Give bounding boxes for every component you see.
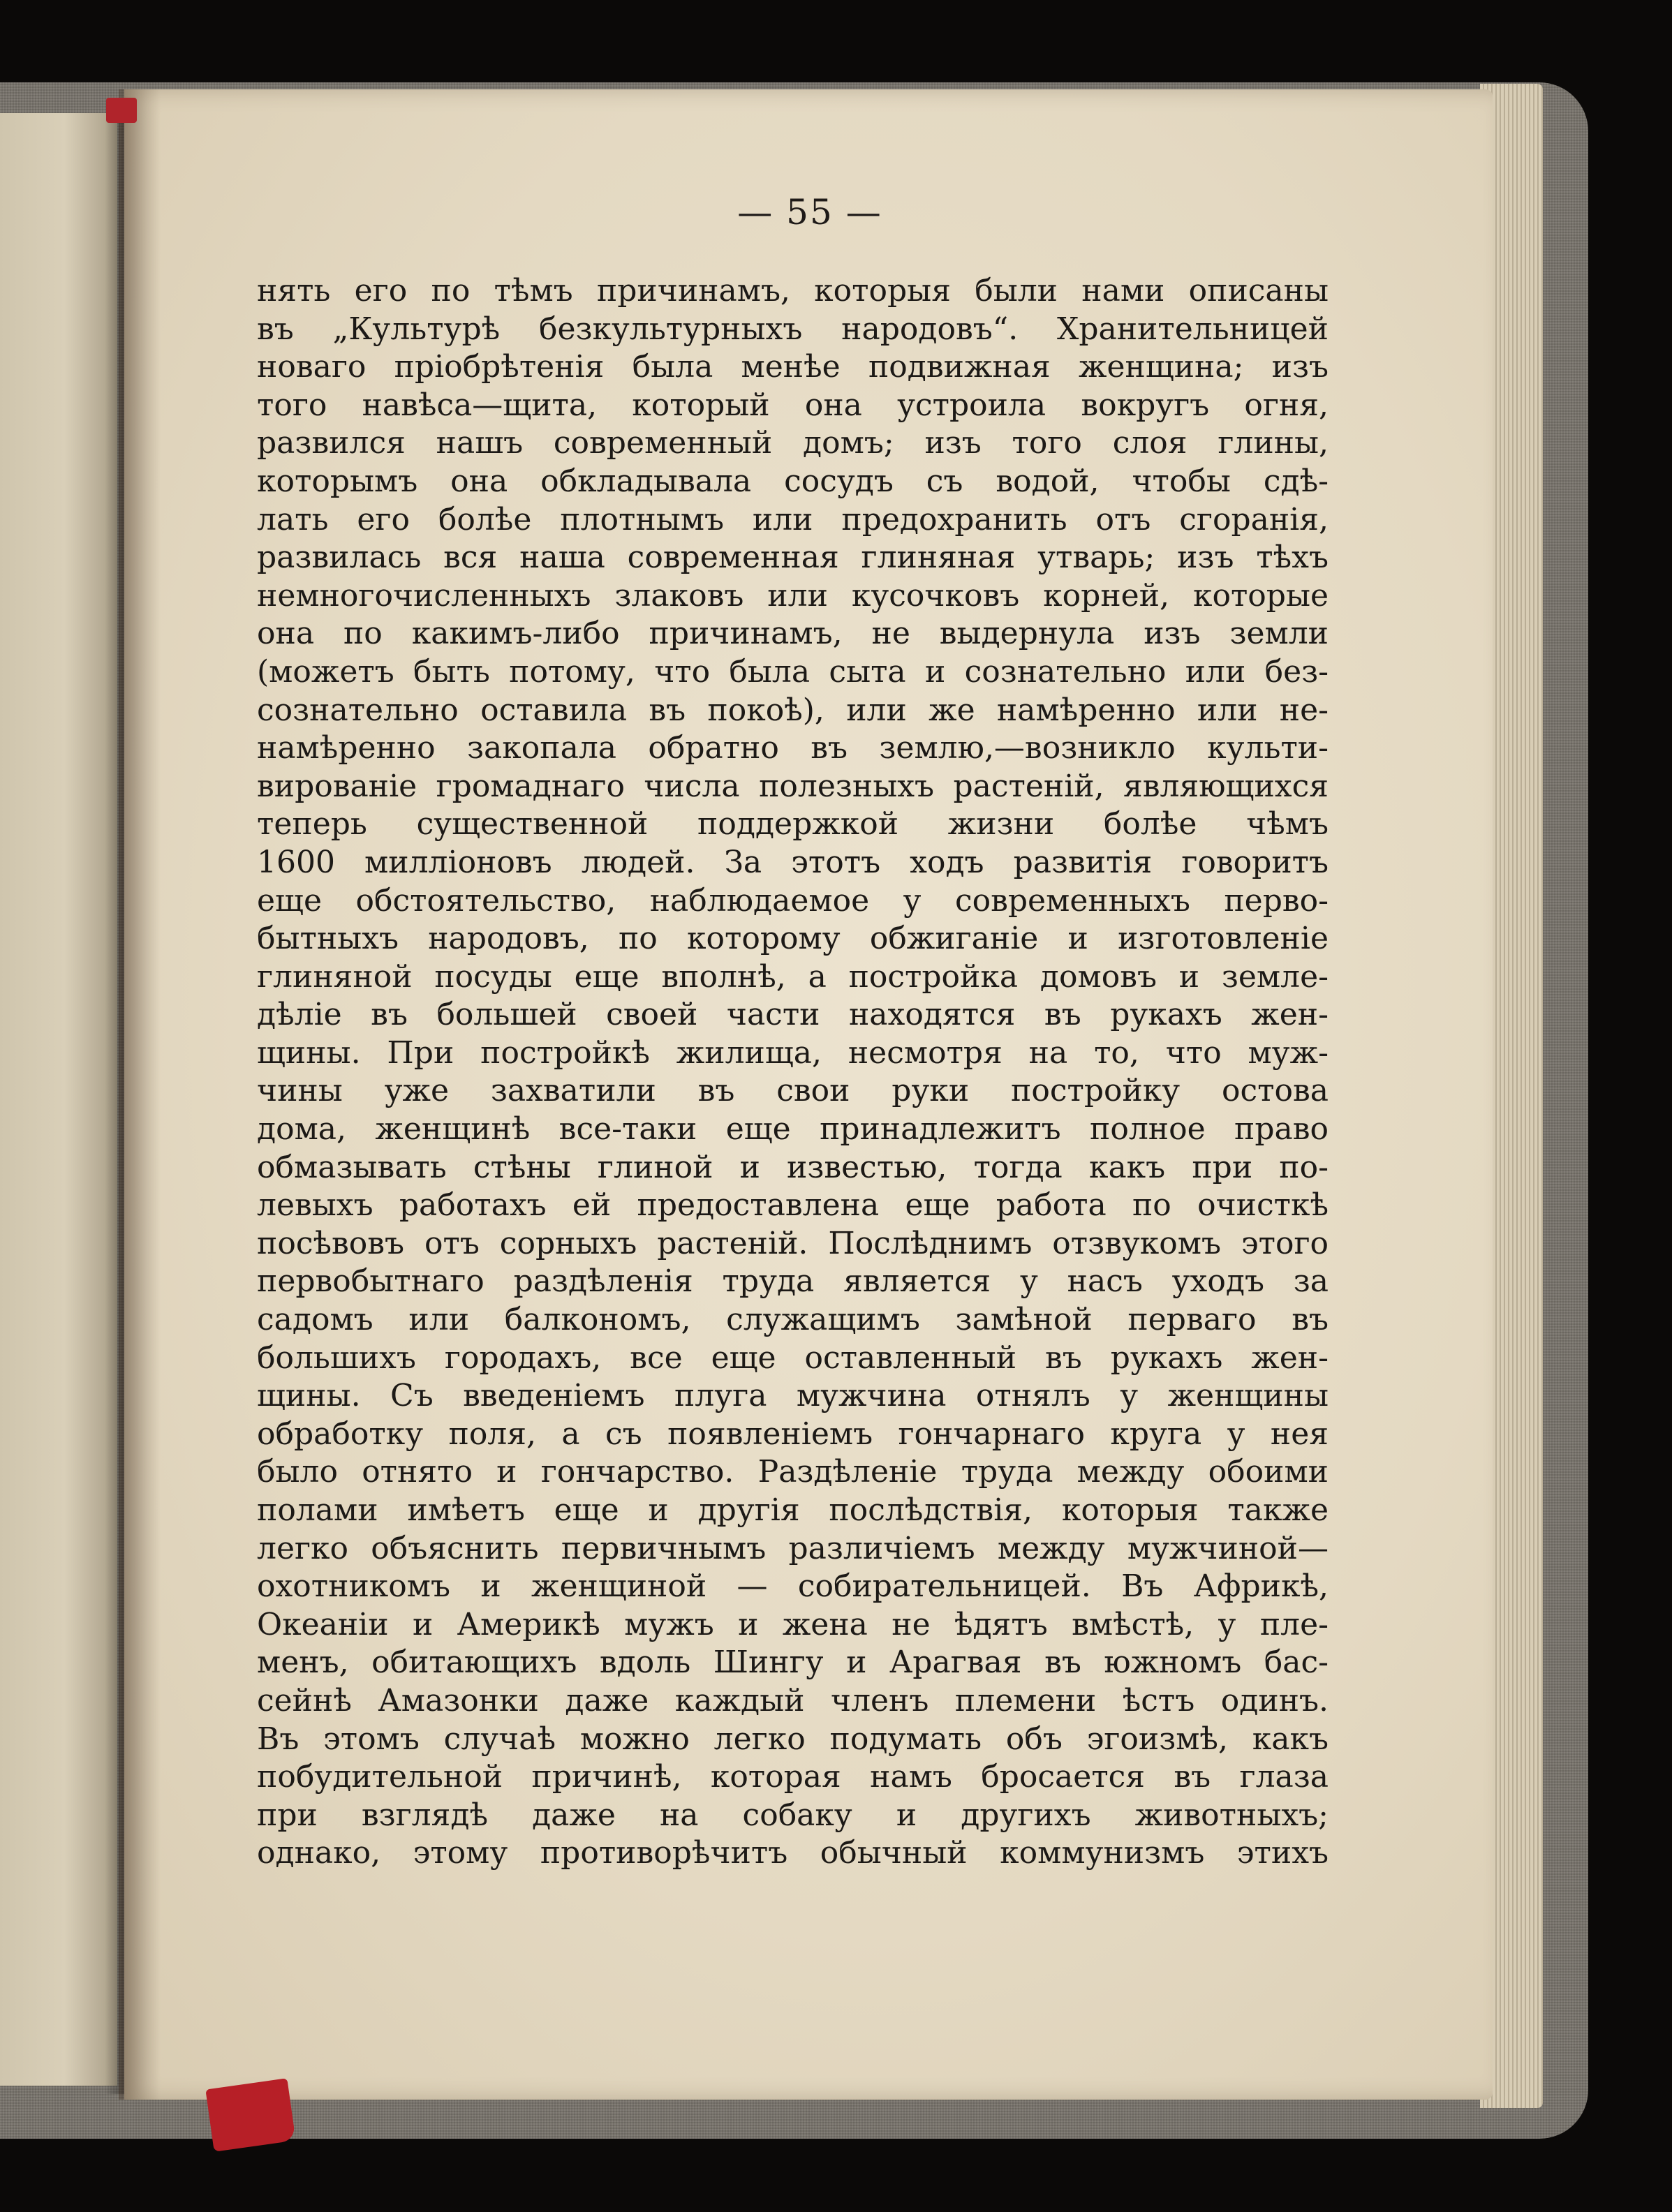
text-line: обработку поля, а съ появленіемъ гончарнаго круга у нея — [257, 1416, 1329, 1452]
body-text — [257, 272, 1329, 1873]
text-line: нять его по тѣмъ причинамъ, которыя были нами описаны — [257, 273, 1329, 309]
text-line: новаго пріобрѣтенія была менѣе подвижная женщина; изъ — [257, 349, 1329, 385]
previous-page — [0, 113, 117, 2086]
text-line: полами имѣетъ еще и другія послѣдствія, которыя также — [257, 1492, 1329, 1528]
text-line: теперь существенной поддержкой жизни болѣе чѣмъ — [257, 806, 1329, 843]
text-line: садомъ или балкономъ, служащимъ замѣной перваго въ — [257, 1302, 1329, 1338]
text-line: сейнѣ Амазонки даже каждый членъ племени ѣстъ одинъ. — [257, 1682, 1329, 1719]
text-line: при взглядѣ даже на собаку и другихъ животныхъ; — [257, 1797, 1329, 1833]
text-line: Океаніи и Америкѣ мужъ и жена не ѣдятъ вмѣстѣ, у пле- — [257, 1606, 1329, 1642]
text-line: она по какимъ-либо причинамъ, не выдернула изъ земли — [257, 616, 1329, 652]
text-line: (можетъ быть потому, что была сыта и сознательно или без- — [257, 653, 1329, 690]
text-line: охотникомъ и женщиной — собирательницей. Въ Африкѣ, — [257, 1568, 1329, 1605]
text-line: чины уже захватили въ свои руки постройку остова — [257, 1073, 1329, 1109]
text-line: левыхъ работахъ ей предоставлена еще работа по очисткѣ — [257, 1187, 1329, 1224]
text-line: бытныхъ народовъ, по которому обжиганіе и изготовленіе — [257, 921, 1329, 957]
text-line: было отнято и гончарство. Раздѣленіе труда между обоими — [257, 1454, 1329, 1490]
text-line: развилась вся наша современная глиняная утварь; изъ тѣхъ — [257, 540, 1329, 576]
text-line: побудительной причинѣ, которая намъ бросается въ глаза — [257, 1759, 1329, 1795]
text-line: щины. При постройкѣ жилища, несмотря на то, что муж- — [257, 1034, 1329, 1071]
text-line: щины. Съ введеніемъ плуга мужчина отнялъ у женщины — [257, 1378, 1329, 1414]
text-line: развился нашъ современный домъ; изъ того слоя глины, — [257, 425, 1329, 461]
text-line: большихъ городахъ, все еще оставленный въ рукахъ жен- — [257, 1339, 1329, 1376]
text-line: того навѣса—щита, который она устроила вокругъ огня, — [257, 387, 1329, 423]
bookmark-ribbon-bottom — [205, 2078, 295, 2152]
text-line: намѣренно закопала обратно въ землю,—возникло культи- — [257, 730, 1329, 766]
text-line: вированіе громаднаго числа полезныхъ растеній, являющихся — [257, 768, 1329, 804]
text-line: въ „Культурѣ безкультурныхъ народовъ“. Хранительницей — [257, 311, 1329, 347]
text-line: дѣліе въ большей своей части находятся въ рукахъ жен- — [257, 997, 1329, 1033]
text-line: первобытнаго раздѣленія труда является у насъ уходъ за — [257, 1263, 1329, 1300]
text-line: менъ, обитающихъ вдоль Шингу и Арагвая въ южномъ бас- — [257, 1645, 1329, 1681]
bookmark-ribbon-top — [106, 98, 137, 123]
text-line: 1600 милліоновъ людей. За этотъ ходъ развитія говоритъ — [257, 844, 1329, 880]
text-line: дома, женщинѣ все-таки еще принадлежитъ полное право — [257, 1111, 1329, 1148]
text-line: лать его болѣе плотнымъ или предохранить отъ сгоранія, — [257, 501, 1329, 537]
text-line: еще обстоятельство, наблюдаемое у современныхъ перво- — [257, 882, 1329, 919]
page-number: — 55 — — [737, 192, 882, 232]
text-line: сознательно оставила въ покоѣ), или же намѣренно или не- — [257, 692, 1329, 728]
gutter-shadow — [119, 89, 161, 2100]
text-line: немногочисленныхъ злаковъ или кусочковъ корней, которые — [257, 577, 1329, 614]
text-line: обмазывать стѣны глиной и известью, тогда какъ при по- — [257, 1149, 1329, 1185]
text-line: Въ этомъ случаѣ можно легко подумать объ эгоизмѣ, какъ — [257, 1721, 1329, 1757]
text-line: глиняной посуды еще вполнѣ, а постройка домовъ и земле- — [257, 958, 1329, 995]
text-line: однако, этому противорѣчитъ обычный коммунизмъ этихъ — [257, 1835, 1329, 1871]
text-line: которымъ она обкладывала сосудъ съ водой, чтобы сдѣ- — [257, 463, 1329, 499]
text-line: легко объяснить первичнымъ различіемъ между мужчиной— — [257, 1530, 1329, 1566]
text-line: посѣвовъ отъ сорныхъ растеній. Послѣднимъ отзвукомъ этого — [257, 1225, 1329, 1261]
